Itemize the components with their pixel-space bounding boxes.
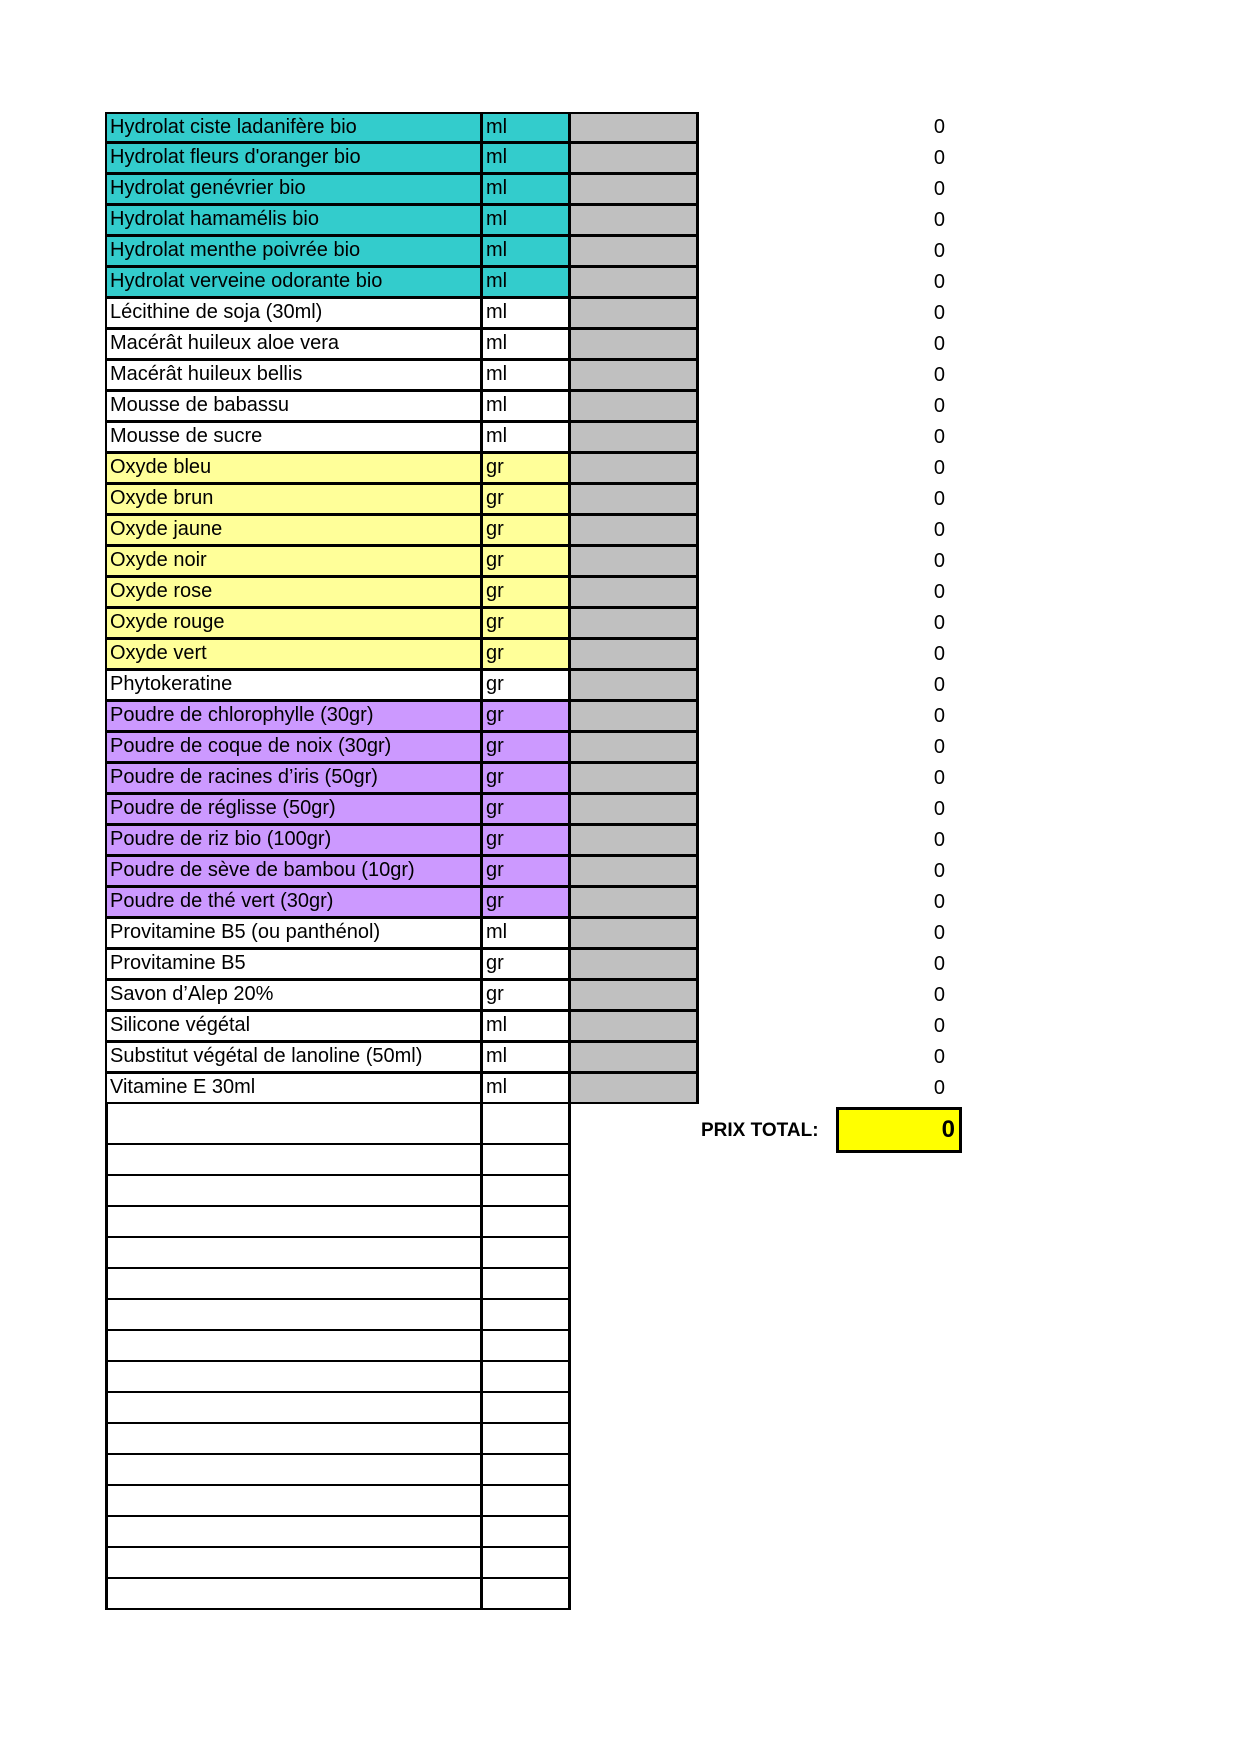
unit-cell[interactable]: gr (483, 577, 571, 608)
product-name-cell[interactable]: Hydrolat menthe poivrée bio (105, 236, 483, 267)
quantity-input-cell[interactable] (571, 1011, 699, 1042)
product-name-cell[interactable]: Provitamine B5 (ou panthénol) (105, 918, 483, 949)
price-value: 0 (933, 457, 945, 479)
price-value: 0 (933, 891, 945, 913)
quantity-input-cell[interactable] (571, 360, 699, 391)
empty-unit-cell[interactable] (483, 1424, 571, 1455)
product-name-cell[interactable]: Poudre de riz bio (100gr) (105, 825, 483, 856)
price-value: 0 (933, 519, 945, 541)
unit-cell[interactable]: ml (483, 174, 571, 205)
quantity-input-cell[interactable] (571, 484, 699, 515)
empty-name-cell[interactable] (105, 1486, 483, 1517)
price-value: 0 (933, 302, 945, 324)
unit-cell[interactable]: ml (483, 143, 571, 174)
empty-unit-cell[interactable] (483, 1176, 571, 1207)
quantity-input-cell[interactable] (571, 515, 699, 546)
empty-unit-cell[interactable] (483, 1269, 571, 1300)
empty-unit-cell[interactable] (483, 1207, 571, 1238)
unit-cell[interactable]: gr (483, 701, 571, 732)
product-name-cell[interactable]: Mousse de babassu (105, 391, 483, 422)
quantity-input-cell[interactable] (571, 143, 699, 174)
empty-unit-cell[interactable] (483, 1145, 571, 1176)
quantity-input-cell[interactable] (571, 949, 699, 980)
price-value: 0 (933, 271, 945, 293)
product-name-cell[interactable]: Hydrolat hamamélis bio (105, 205, 483, 236)
quantity-input-cell[interactable] (571, 918, 699, 949)
empty-name-cell[interactable] (105, 1238, 483, 1269)
product-name-cell[interactable]: Poudre de sève de bambou (10gr) (105, 856, 483, 887)
unit-cell[interactable]: gr (483, 980, 571, 1011)
quantity-input-cell[interactable] (571, 980, 699, 1011)
product-name-cell[interactable]: Poudre de racines d’iris (50gr) (105, 763, 483, 794)
product-name-cell[interactable]: Hydrolat genévrier bio (105, 174, 483, 205)
quantity-input-cell[interactable] (571, 329, 699, 360)
unit-cell[interactable]: gr (483, 453, 571, 484)
unit-cell[interactable]: gr (483, 639, 571, 670)
empty-name-cell[interactable] (105, 1300, 483, 1331)
price-value: 0 (933, 395, 945, 417)
price-value: 0 (933, 581, 945, 603)
empty-unit-cell[interactable] (483, 1455, 571, 1486)
price-value: 0 (933, 674, 945, 696)
product-name-cell[interactable]: Hydrolat ciste ladanifère bio (105, 112, 483, 143)
price-value: 0 (933, 705, 945, 727)
price-value: 0 (933, 147, 945, 169)
product-name-cell[interactable]: Macérât huileux bellis (105, 360, 483, 391)
empty-name-cell[interactable] (105, 1176, 483, 1207)
unit-cell[interactable]: gr (483, 608, 571, 639)
price-value: 0 (933, 643, 945, 665)
unit-cell[interactable]: ml (483, 1073, 571, 1104)
product-name-cell[interactable]: Oxyde rose (105, 577, 483, 608)
price-value: 0 (933, 736, 945, 758)
empty-name-cell[interactable] (105, 1103, 483, 1145)
quantity-input-cell[interactable] (571, 205, 699, 236)
quantity-input-cell[interactable] (571, 701, 699, 732)
price-value: 0 (933, 550, 945, 572)
quantity-input-cell[interactable] (571, 856, 699, 887)
unit-cell[interactable]: gr (483, 484, 571, 515)
empty-name-cell[interactable] (105, 1362, 483, 1393)
empty-name-cell[interactable] (105, 1424, 483, 1455)
price-value: 0 (933, 333, 945, 355)
quantity-input-cell[interactable] (571, 236, 699, 267)
price-value: 0 (933, 488, 945, 510)
product-name-cell[interactable]: Oxyde brun (105, 484, 483, 515)
product-name-cell[interactable]: Provitamine B5 (105, 949, 483, 980)
quantity-input-cell[interactable] (571, 639, 699, 670)
unit-cell[interactable]: ml (483, 360, 571, 391)
quantity-input-cell[interactable] (571, 391, 699, 422)
unit-cell[interactable]: ml (483, 422, 571, 453)
unit-cell[interactable]: gr (483, 515, 571, 546)
unit-cell[interactable]: ml (483, 298, 571, 329)
product-name-cell[interactable]: Poudre de thé vert (30gr) (105, 887, 483, 918)
price-value: 0 (933, 953, 945, 975)
empty-name-cell[interactable] (105, 1579, 483, 1610)
price-value: 0 (933, 767, 945, 789)
empty-name-cell[interactable] (105, 1207, 483, 1238)
empty-unit-cell[interactable] (483, 1238, 571, 1269)
quantity-input-cell[interactable] (571, 453, 699, 484)
quantity-input-cell[interactable] (571, 732, 699, 763)
product-name-cell[interactable]: Hydrolat verveine odorante bio (105, 267, 483, 298)
quantity-input-cell[interactable] (571, 422, 699, 453)
price-value: 0 (933, 209, 945, 231)
product-name-cell[interactable]: Savon d’Alep 20% (105, 980, 483, 1011)
unit-cell[interactable]: gr (483, 732, 571, 763)
empty-name-cell[interactable] (105, 1393, 483, 1424)
product-name-cell[interactable]: Oxyde jaune (105, 515, 483, 546)
empty-name-cell[interactable] (105, 1331, 483, 1362)
unit-cell[interactable]: gr (483, 856, 571, 887)
unit-cell[interactable]: gr (483, 949, 571, 980)
unit-cell[interactable]: gr (483, 887, 571, 918)
unit-cell[interactable]: gr (483, 763, 571, 794)
empty-name-cell[interactable] (105, 1269, 483, 1300)
unit-cell[interactable]: gr (483, 794, 571, 825)
unit-cell[interactable]: ml (483, 918, 571, 949)
quantity-input-cell[interactable] (571, 577, 699, 608)
quantity-input-cell[interactable] (571, 298, 699, 329)
unit-cell[interactable]: ml (483, 267, 571, 298)
total-label: PRIX TOTAL: (701, 1120, 819, 1141)
unit-cell[interactable]: ml (483, 112, 571, 143)
empty-unit-cell[interactable] (483, 1103, 571, 1145)
product-name-cell[interactable]: Mousse de sucre (105, 422, 483, 453)
quantity-input-cell[interactable] (571, 670, 699, 701)
quantity-input-cell[interactable] (571, 825, 699, 856)
unit-cell[interactable]: ml (483, 236, 571, 267)
product-name-cell[interactable]: Silicone végétal (105, 1011, 483, 1042)
quantity-input-cell[interactable] (571, 794, 699, 825)
price-value: 0 (933, 612, 945, 634)
empty-unit-cell[interactable] (483, 1300, 571, 1331)
unit-cell[interactable]: ml (483, 1042, 571, 1073)
unit-cell[interactable]: ml (483, 1011, 571, 1042)
unit-cell[interactable]: ml (483, 329, 571, 360)
price-value: 0 (933, 178, 945, 200)
product-name-cell[interactable]: Lécithine de soja (30ml) (105, 298, 483, 329)
quantity-input-cell[interactable] (571, 608, 699, 639)
price-value: 0 (933, 116, 945, 138)
unit-cell[interactable]: ml (483, 205, 571, 236)
empty-unit-cell[interactable] (483, 1579, 571, 1610)
product-name-cell[interactable]: Oxyde rouge (105, 608, 483, 639)
product-name-cell[interactable]: Hydrolat fleurs d'oranger bio (105, 143, 483, 174)
quantity-input-cell[interactable] (571, 546, 699, 577)
price-value: 0 (933, 922, 945, 944)
unit-cell[interactable]: gr (483, 546, 571, 577)
empty-name-cell[interactable] (105, 1455, 483, 1486)
price-value: 0 (933, 860, 945, 882)
product-name-cell[interactable]: Poudre de coque de noix (30gr) (105, 732, 483, 763)
empty-unit-cell[interactable] (483, 1548, 571, 1579)
quantity-input-cell[interactable] (571, 112, 699, 143)
price-value: 0 (933, 1046, 945, 1068)
unit-cell[interactable]: gr (483, 825, 571, 856)
price-value: 0 (933, 798, 945, 820)
empty-unit-cell[interactable] (483, 1486, 571, 1517)
quantity-input-cell[interactable] (571, 887, 699, 918)
price-value: 0 (933, 829, 945, 851)
product-name-cell[interactable]: Substitut végétal de lanoline (50ml) (105, 1042, 483, 1073)
unit-cell[interactable]: ml (483, 391, 571, 422)
quantity-input-cell[interactable] (571, 1042, 699, 1073)
empty-unit-cell[interactable] (483, 1362, 571, 1393)
quantity-input-cell[interactable] (571, 1073, 699, 1104)
product-name-cell[interactable]: Poudre de réglisse (50gr) (105, 794, 483, 825)
total-value[interactable]: 0 (836, 1107, 962, 1153)
product-name-cell[interactable]: Oxyde bleu (105, 453, 483, 484)
product-name-cell[interactable]: Oxyde vert (105, 639, 483, 670)
product-name-cell[interactable]: Macérât huileux aloe vera (105, 329, 483, 360)
price-value: 0 (933, 1077, 945, 1099)
empty-name-cell[interactable] (105, 1548, 483, 1579)
price-value: 0 (933, 240, 945, 262)
empty-unit-cell[interactable] (483, 1517, 571, 1548)
price-value: 0 (933, 984, 945, 1006)
price-value: 0 (933, 364, 945, 386)
empty-name-cell[interactable] (105, 1517, 483, 1548)
quantity-input-cell[interactable] (571, 763, 699, 794)
empty-name-cell[interactable] (105, 1145, 483, 1176)
product-name-cell[interactable]: Phytokeratine (105, 670, 483, 701)
empty-unit-cell[interactable] (483, 1393, 571, 1424)
unit-cell[interactable]: gr (483, 670, 571, 701)
price-value: 0 (933, 426, 945, 448)
product-name-cell[interactable]: Vitamine E 30ml (105, 1073, 483, 1104)
product-name-cell[interactable]: Poudre de chlorophylle (30gr) (105, 701, 483, 732)
price-value: 0 (933, 1015, 945, 1037)
product-name-cell[interactable]: Oxyde noir (105, 546, 483, 577)
quantity-input-cell[interactable] (571, 174, 699, 205)
quantity-input-cell[interactable] (571, 267, 699, 298)
empty-unit-cell[interactable] (483, 1331, 571, 1362)
